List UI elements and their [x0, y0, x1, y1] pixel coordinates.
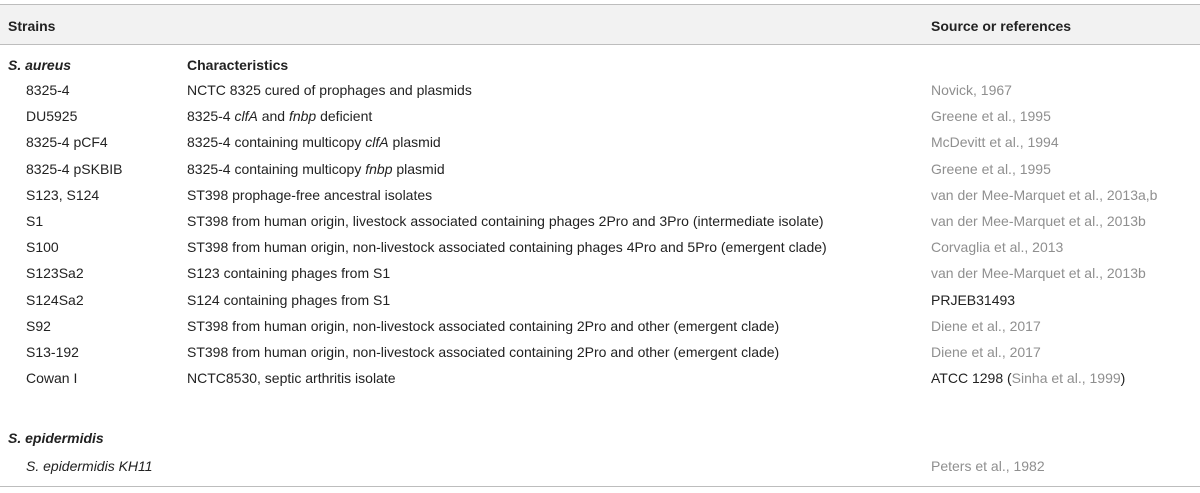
characteristics-text: ST398 prophage-free ancestral isolates [187, 187, 433, 203]
strain-source [931, 107, 1051, 125]
strain-source [931, 212, 1146, 230]
reference-link[interactable]: Diene et al., 2017 [931, 344, 1041, 360]
strain-characteristics [187, 133, 441, 151]
section-title-s-aureus: S. aureus [8, 57, 72, 73]
characteristics-text: ST398 from human origin, non-livestock associated containing 2Pro and other (emergent clade) [187, 344, 780, 360]
bottom-rule [0, 486, 1200, 487]
gene-name: clfA [365, 134, 389, 150]
strain-name: Cowan I [26, 370, 78, 386]
strain-characteristics [187, 160, 445, 178]
header-strains: Strains [8, 18, 56, 34]
gene-name: clfA [234, 108, 258, 124]
characteristics-text: 8325-4 [187, 108, 235, 124]
reference-link[interactable]: van der Mee-Marquet et al., 2013b [931, 265, 1146, 281]
header-rule [0, 44, 1200, 45]
strain-source [931, 186, 1157, 204]
strain-characteristics [187, 369, 396, 387]
gene-name: fnbp [365, 161, 393, 177]
strain-source [931, 317, 1041, 335]
strain-name: S13-192 [26, 344, 79, 360]
characteristics-text: ST398 from human origin, livestock associated containing phages 2Pro and 3Pro (intermediate isolate) [187, 213, 824, 229]
strain-source [931, 238, 1063, 256]
strain-name: 8325-4 [26, 82, 70, 98]
header-characteristics: Characteristics [187, 57, 289, 73]
strain-characteristics [187, 343, 779, 361]
strain-source [931, 81, 1012, 99]
strain-source [931, 160, 1051, 178]
characteristics-text: 8325-4 containing multicopy [187, 161, 366, 177]
characteristics-text: ST398 from human origin, non-livestock associated containing phages 4Pro and 5Pro (emergent clade) [187, 239, 827, 255]
characteristics-text: plasmid [392, 161, 445, 177]
strain-characteristics [187, 212, 824, 230]
reference-link[interactable]: van der Mee-Marquet et al., 2013a,b [931, 187, 1158, 203]
strain-name: S1 [26, 213, 44, 229]
strain-name: S92 [26, 318, 51, 334]
strain-source [931, 343, 1041, 361]
reference-link[interactable]: McDevitt et al., 1994 [931, 134, 1059, 150]
source-text: ATCC 1298 ( [931, 370, 1012, 386]
reference-link[interactable]: Sinha et al., 1999 [1011, 370, 1121, 386]
reference-link[interactable]: Greene et al., 1995 [931, 161, 1051, 177]
characteristics-text: NCTC8530, septic arthritis isolate [187, 370, 396, 386]
header-source: Source or references [931, 18, 1072, 34]
strain-characteristics [187, 264, 390, 282]
strain-characteristics [187, 238, 827, 256]
strain-name: DU5925 [26, 108, 78, 124]
characteristics-text: S123 containing phages from S1 [187, 265, 391, 281]
strain-name: S123, S124 [26, 187, 100, 203]
strain-name: 8325-4 pSKBIB [26, 161, 123, 177]
reference-link[interactable]: Diene et al., 2017 [931, 318, 1041, 334]
source-text: PRJEB31493 [931, 292, 1016, 308]
reference-link[interactable]: Peters et al., 1982 [931, 458, 1045, 474]
strain-characteristics [187, 317, 779, 335]
strain-source [931, 291, 1015, 309]
characteristics-text: plasmid [388, 134, 441, 150]
strain-source [931, 133, 1059, 151]
characteristics-text: 8325-4 containing multicopy [187, 134, 366, 150]
strain-characteristics [187, 186, 432, 204]
reference-link[interactable]: Greene et al., 1995 [931, 108, 1051, 124]
gene-name: fnbp [288, 108, 317, 124]
section-title-s-epidermidis: S. epidermidis [8, 430, 104, 446]
strain-source [931, 369, 1125, 387]
reference-link[interactable]: Novick, 1967 [931, 82, 1012, 98]
characteristics-text: ST398 from human origin, non-livestock associated containing 2Pro and other (emergent clade) [187, 318, 780, 334]
characteristics-text: S124 containing phages from S1 [187, 292, 391, 308]
characteristics-text: and [257, 108, 289, 124]
reference-link[interactable]: van der Mee-Marquet et al., 2013b [931, 213, 1146, 229]
strain-characteristics [187, 81, 472, 99]
characteristics-text: deficient [316, 108, 373, 124]
characteristics-text: NCTC 8325 cured of prophages and plasmids [187, 82, 472, 98]
strain-name: S123Sa2 [26, 265, 84, 281]
strain-epidermidis-kh11: S. epidermidis KH11 [26, 458, 153, 474]
strain-characteristics [187, 291, 390, 309]
source-text: ) [1120, 370, 1126, 386]
strain-source [931, 264, 1146, 282]
strain-name: 8325-4 pCF4 [26, 134, 108, 150]
strain-name: S124Sa2 [26, 292, 84, 308]
reference-link[interactable]: Corvaglia et al., 2013 [931, 239, 1064, 255]
strain-characteristics [187, 107, 372, 125]
strain-name: S100 [26, 239, 59, 255]
